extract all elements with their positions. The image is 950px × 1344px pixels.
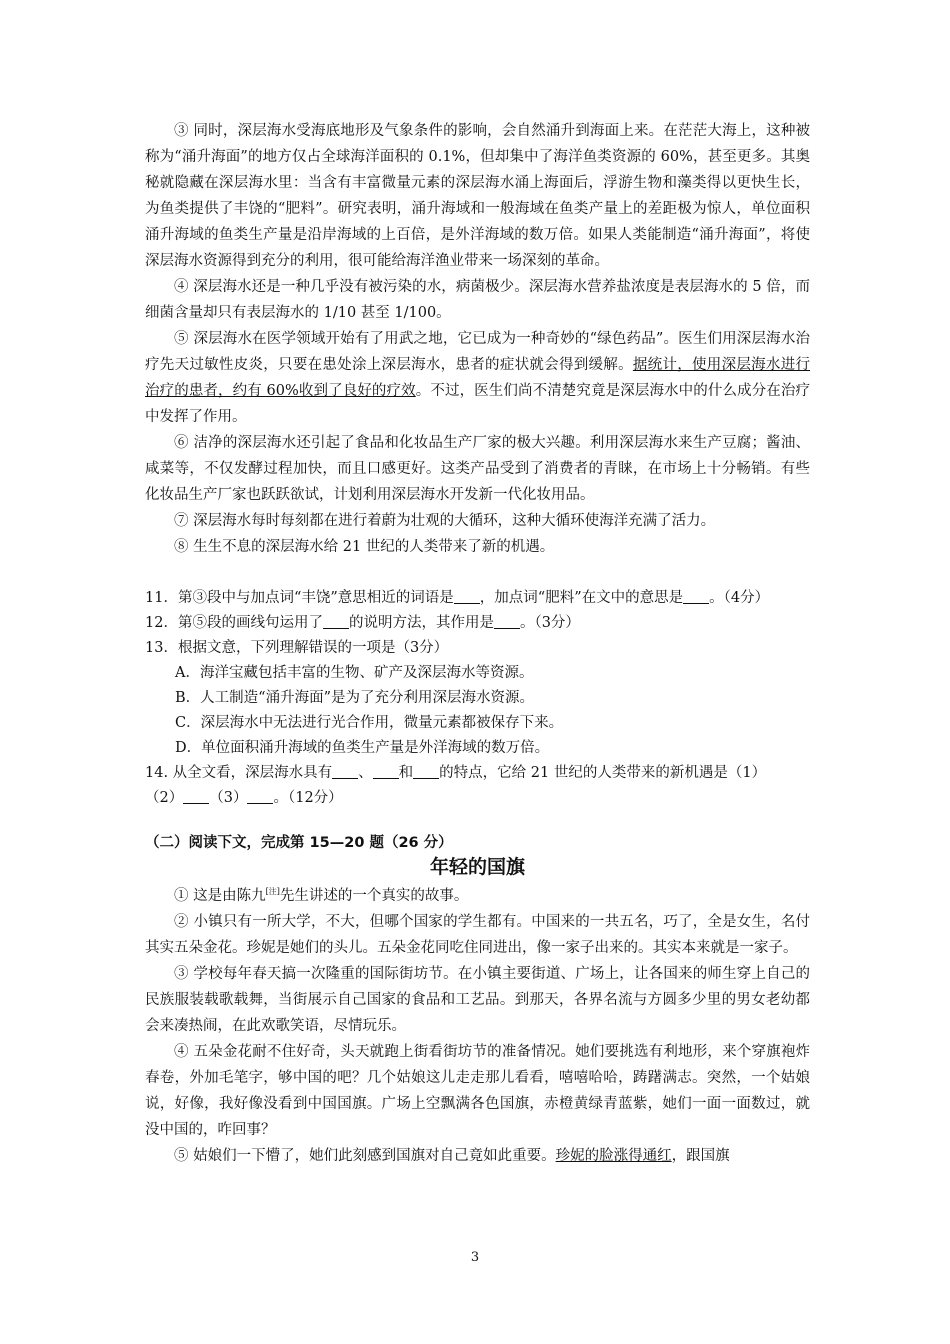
q12-text-a: 12．第⑤段的画线句运用了 [145, 615, 323, 631]
document-page [145, 118, 810, 1169]
q14-text-g: 。（12分） [273, 790, 343, 806]
answer-blank[interactable] [454, 589, 480, 604]
page-number: 3 [470, 1250, 480, 1265]
passage2-paragraph-3: ③ 学校每年春天搞一次隆重的国际街坊节。在小镇主要街道、广场上，让各国来的师生穿上自己的民族服装载歌载舞，当街展示自己国家的食品和工艺品。到那天，各界名流与方圆多少里的男女老幼都会来凑热闹，在此欢歌笑语，尽情玩乐。 [145, 965, 810, 1034]
p5-text-b: ，跟国旗 [671, 1147, 730, 1164]
question-14 [145, 761, 810, 811]
q13-option-d[interactable]: D．单位面积涌升海域的鱼类生产量是外洋海域的数万倍。 [175, 740, 550, 756]
p1-text-b: 先生讲述的一个真实的故事。 [279, 887, 469, 904]
q14-text-a: 14. 从全文看，深层海水具有 [145, 765, 333, 781]
answer-blank[interactable] [413, 764, 439, 779]
question-12 [145, 611, 810, 636]
passage2-paragraph-5 [145, 1143, 810, 1169]
passage1-paragraph-7: ⑦ 深层海水每时每刻都在进行着蔚为壮观的大循环，这种大循环使海洋充满了活力。 [174, 513, 716, 529]
answer-blank[interactable] [373, 764, 399, 779]
q14-text-f: （3） [209, 790, 248, 806]
passage1-paragraph-5 [145, 326, 810, 430]
passage2-paragraph-1 [145, 879, 810, 909]
p5-text-a: ⑤ 姑娘们一下懵了，她们此刻感到国旗对自己竟如此重要。 [174, 1147, 556, 1164]
q12-text-b: 的说明方法，其作用是 [348, 615, 494, 631]
p5-underlined-sentence: 据统计，使用深层海水进行治疗的患者，约有 60%收到了良好的疗效 [145, 357, 810, 399]
q13-option-c[interactable]: C．深层海水中无法进行光合作用，微量元素都被保存下来。 [175, 715, 564, 731]
q13-option-a[interactable]: A．海洋宝藏包括丰富的生物、矿产及深层海水等资源。 [175, 665, 534, 681]
footnote-marker[interactable]: [注] [265, 887, 280, 896]
q14-text-c: 和 [398, 765, 414, 781]
q12-text-c: 。（3分） [519, 615, 580, 631]
passage1-paragraph-8: ⑧ 生生不息的深层海水给 21 世纪的人类带来了新的机遇。 [174, 539, 555, 555]
p1-text-a: ① 这是由陈九 [174, 887, 266, 904]
q13-option-b[interactable]: B．人工制造“涌升海面”是为了充分利用深层海水资源。 [175, 690, 534, 706]
q11-text-a: 11．第③段中与加点词“丰饶”意思相近的词语是 [145, 590, 454, 606]
passage1-paragraph-3: ③ 同时，深层海水受海底地形及气象条件的影响，会自然涌升到海面上来。在茫茫大海上，这种被称为“涌升海面”的地方仅占全球海洋面积的 0.1%，但却集中了海洋鱼类资源的 60%，甚至更多。其奥秘就隐藏在深层海水里：当含有丰富微量元素的深层海水涌上海面后，浮游生物和藻类得以更快生长，为鱼类提供了丰饶的“肥料”。研究表明，涌升海域和一般海域在鱼类产量上的差距极为惊人，单位面积涌升海域的鱼类生产量是沿岸海域的上百倍，是外洋海域的数万倍。如果人类能制造“涌升海面”，将使深层海水资源得到充分的利用，很可能给海洋渔业带来一场深刻的革命。 [145, 123, 810, 269]
spacer [145, 811, 810, 831]
answer-blank[interactable] [494, 614, 520, 629]
answer-blank[interactable] [332, 764, 358, 779]
p5-text-b: 。不过，医生们尚不清楚究竟是深层海水中的什么成分在治疗中发挥了作用。 [145, 383, 810, 425]
passage2-paragraph-4: ④ 五朵金花耐不住好奇，头天就跑上街看街坊节的准备情况。她们要挑选有利地形，来个穿旗袍炸春卷，外加毛笔字，够中国的吧？几个姑娘这儿走走那儿看看，嘻嘻哈哈，踌躇满志。突然，一个姑娘说，好像，我好像没看到中国国旗。广场上空飘满各色国旗，赤橙黄绿青蓝紫，她们一面一面数过，就没中国的，咋回事？ [145, 1043, 810, 1138]
question-11 [145, 586, 810, 611]
passage2-paragraph-2: ② 小镇只有一所大学，不大，但哪个国家的学生都有。中国来的一共五名，巧了，全是女生，名付其实五朵金花。珍妮是她们的头儿。五朵金花同吃住同进出，像一家子出来的。其实本来就是一家子。 [145, 913, 810, 956]
q14-text-d: 的特点，它给 21 世纪的人类带来的新机遇是（1） [439, 765, 767, 781]
passage1-paragraph-6: ⑥ 洁净的深层海水还引起了食品和化妆品生产厂家的极大兴趣。利用深层海水来生产豆腐；酱油、咸菜等，不仅发酵过程加快，而且口感更好。这类产品受到了消费者的青睐，在市场上十分畅销。有些化妆品生产厂家也跃跃欲试，计划利用深层海水开发新一代化妆用品。 [145, 435, 810, 503]
p5-text-a: ⑤ 深层海水在医学领域开始有了用武之地，它已成为一种奇妙的“绿色药品”。医生们用深层海水治疗先天过敏性皮炎，只要在患处涂上深层海水，患者的症状就会得到缓解。 [145, 331, 810, 373]
passage1-paragraph-4: ④ 深层海水还是一种几乎没有被污染的水，病菌极少。深层海水营养盐浓度是表层海水的 5 倍，而细菌含量却只有表层海水的 1/10 甚至 1/100。 [145, 279, 810, 321]
q14-text-b: 、 [358, 765, 373, 781]
q14-text-e: （2） [145, 790, 184, 806]
spacer [145, 560, 810, 586]
q11-text-b: ，加点词“肥料”在文中的意思是 [479, 590, 684, 606]
answer-blank[interactable] [683, 589, 709, 604]
q11-text-c: 。（4分） [709, 590, 770, 606]
p5-underlined-phrase: 珍妮的脸涨得通红 [555, 1147, 672, 1164]
answer-blank[interactable] [247, 789, 273, 804]
answer-blank[interactable] [183, 789, 209, 804]
question-13: 13．根据文意，下列理解错误的一项是（3分） [145, 640, 449, 656]
passage2-title: 年轻的国旗 [429, 856, 525, 878]
section-2-header: （二）阅读下文，完成第 15—20 题（26 分） [145, 835, 453, 851]
answer-blank[interactable] [323, 614, 349, 629]
